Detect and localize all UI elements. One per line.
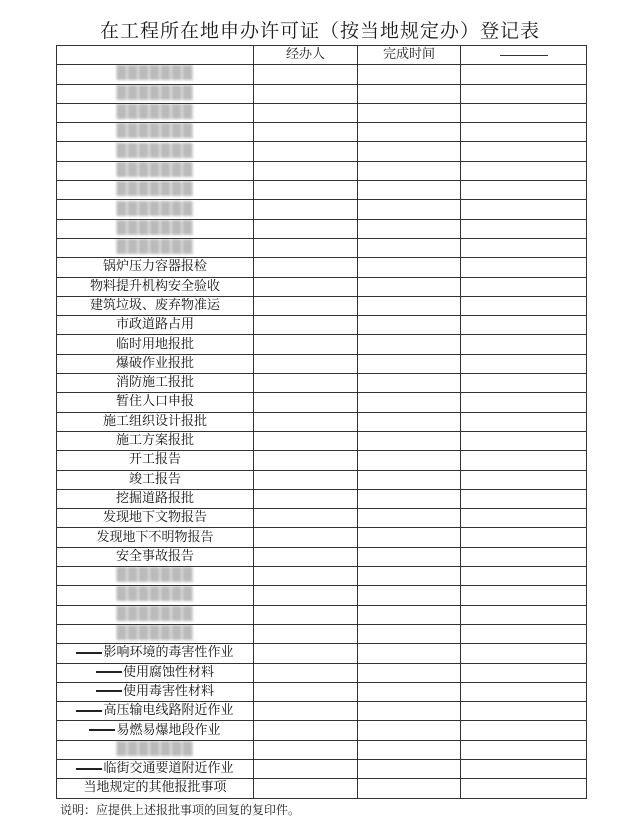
item-label-cell bbox=[57, 374, 254, 393]
illegible-text: ▒▒▒▒▒▒▒ bbox=[116, 240, 194, 256]
item-label-cell bbox=[57, 605, 254, 624]
handler-cell[interactable] bbox=[254, 528, 358, 547]
extra-cell[interactable] bbox=[461, 142, 587, 161]
extra-cell[interactable] bbox=[461, 65, 587, 84]
item-label-cell bbox=[57, 161, 254, 180]
table-row bbox=[57, 219, 587, 238]
handler-cell[interactable] bbox=[254, 624, 358, 643]
item-label-cell bbox=[57, 470, 254, 489]
completion-time-cell[interactable] bbox=[358, 509, 461, 528]
handler-cell[interactable] bbox=[254, 161, 358, 180]
item-label-cell bbox=[57, 200, 254, 219]
extra-cell[interactable] bbox=[461, 335, 587, 354]
item-label-cell bbox=[57, 663, 254, 682]
completion-time-cell[interactable] bbox=[358, 200, 461, 219]
table-row bbox=[57, 354, 587, 373]
extra-cell[interactable] bbox=[461, 451, 587, 470]
illegible-text: ▒▒▒▒▒▒▒ bbox=[116, 741, 194, 757]
handler-cell[interactable] bbox=[254, 721, 358, 740]
completion-time-cell[interactable] bbox=[358, 431, 461, 450]
completion-time-cell[interactable] bbox=[358, 238, 461, 257]
header-extra bbox=[461, 46, 587, 65]
table-row bbox=[57, 65, 587, 84]
dash-mark bbox=[96, 690, 122, 692]
item-label: 暂住人口申报 bbox=[115, 394, 194, 410]
header-handler: 经办人 bbox=[254, 46, 358, 65]
handler-cell[interactable] bbox=[254, 316, 358, 335]
extra-cell[interactable] bbox=[461, 412, 587, 431]
item-label: 开工报告 bbox=[128, 452, 181, 468]
dash-mark bbox=[96, 671, 122, 673]
completion-time-cell[interactable] bbox=[358, 354, 461, 373]
table-row bbox=[57, 721, 587, 740]
item-label: 发现地下文物报告 bbox=[102, 510, 207, 526]
completion-time-cell[interactable] bbox=[358, 567, 461, 586]
item-label-cell bbox=[57, 103, 254, 122]
illegible-text: ▒▒▒▒▒▒▒ bbox=[116, 66, 194, 82]
item-label: 爆破作业报批 bbox=[115, 355, 194, 371]
handler-cell[interactable] bbox=[254, 509, 358, 528]
illegible-text: ▒▒▒▒▒▒▒ bbox=[116, 105, 194, 121]
extra-cell[interactable] bbox=[461, 759, 587, 778]
table-row bbox=[57, 161, 587, 180]
handler-cell[interactable] bbox=[254, 393, 358, 412]
item-label-cell bbox=[57, 509, 254, 528]
item-label: 临街交通要道附近作业 bbox=[103, 761, 234, 777]
extra-cell[interactable] bbox=[461, 470, 587, 489]
item-label: 锅炉压力容器报检 bbox=[102, 259, 207, 275]
extra-cell[interactable] bbox=[461, 181, 587, 200]
table-row bbox=[57, 470, 587, 489]
table-row bbox=[57, 296, 587, 315]
completion-time-cell[interactable] bbox=[358, 84, 461, 103]
item-label: 易燃易爆地段作业 bbox=[116, 722, 221, 738]
extra-cell[interactable] bbox=[461, 316, 587, 335]
illegible-text: ▒▒▒▒▒▒▒ bbox=[116, 182, 194, 198]
completion-time-cell[interactable] bbox=[358, 702, 461, 721]
handler-cell[interactable] bbox=[254, 605, 358, 624]
table-row bbox=[57, 123, 587, 142]
completion-time-cell[interactable] bbox=[358, 258, 461, 277]
item-label: 安全事故报告 bbox=[115, 548, 194, 564]
completion-time-cell[interactable] bbox=[358, 393, 461, 412]
extra-cell[interactable] bbox=[461, 567, 587, 586]
completion-time-cell[interactable] bbox=[358, 316, 461, 335]
item-label-cell bbox=[57, 779, 254, 798]
completion-time-cell[interactable] bbox=[358, 470, 461, 489]
extra-cell[interactable] bbox=[461, 644, 587, 663]
handler-cell[interactable] bbox=[254, 65, 358, 84]
illegible-text: ▒▒▒▒▒▒▒ bbox=[116, 124, 194, 140]
item-label-cell bbox=[57, 335, 254, 354]
item-label-cell bbox=[57, 702, 254, 721]
extra-cell[interactable] bbox=[461, 721, 587, 740]
table-row bbox=[57, 586, 587, 605]
handler-cell[interactable] bbox=[254, 644, 358, 663]
item-label: 使用腐蚀性材料 bbox=[122, 664, 214, 680]
handler-cell[interactable] bbox=[254, 335, 358, 354]
illegible-text: ▒▒▒▒▒▒▒ bbox=[116, 162, 194, 178]
handler-cell[interactable] bbox=[254, 84, 358, 103]
item-label: 使用毒害性材料 bbox=[122, 683, 214, 699]
header-item bbox=[57, 46, 254, 65]
item-label-cell bbox=[57, 354, 254, 373]
item-label-cell bbox=[57, 682, 254, 701]
completion-time-cell[interactable] bbox=[358, 412, 461, 431]
registration-table bbox=[56, 45, 587, 799]
table-row bbox=[57, 624, 587, 643]
item-label-cell bbox=[57, 740, 254, 759]
completion-time-cell[interactable] bbox=[358, 624, 461, 643]
item-label-cell bbox=[57, 624, 254, 643]
table-row bbox=[57, 258, 587, 277]
item-label: 建筑垃圾、废弃物准运 bbox=[89, 298, 220, 313]
dash-mark bbox=[76, 652, 102, 654]
completion-time-cell[interactable] bbox=[358, 682, 461, 701]
extra-cell[interactable] bbox=[461, 740, 587, 759]
table-row bbox=[57, 644, 587, 663]
table-row bbox=[57, 412, 587, 431]
extra-cell[interactable] bbox=[461, 663, 587, 682]
dash-mark bbox=[89, 729, 115, 731]
item-label-cell bbox=[57, 431, 254, 450]
handler-cell[interactable] bbox=[254, 663, 358, 682]
completion-time-cell[interactable] bbox=[358, 721, 461, 740]
table-row bbox=[57, 605, 587, 624]
handler-cell[interactable] bbox=[254, 374, 358, 393]
table-row bbox=[57, 335, 587, 354]
completion-time-cell[interactable] bbox=[358, 103, 461, 122]
extra-cell[interactable] bbox=[461, 84, 587, 103]
table-row bbox=[57, 277, 587, 296]
table-body bbox=[57, 65, 587, 798]
dash-mark bbox=[76, 710, 102, 712]
extra-cell[interactable] bbox=[461, 702, 587, 721]
table-row bbox=[57, 528, 587, 547]
item-label-cell bbox=[57, 316, 254, 335]
table-row bbox=[57, 238, 587, 257]
completion-time-cell[interactable] bbox=[358, 161, 461, 180]
handler-cell[interactable] bbox=[254, 702, 358, 721]
completion-time-cell[interactable] bbox=[358, 779, 461, 798]
item-label-cell bbox=[57, 412, 254, 431]
completion-time-cell[interactable] bbox=[358, 451, 461, 470]
extra-cell[interactable] bbox=[461, 682, 587, 701]
extra-cell[interactable] bbox=[461, 528, 587, 547]
dash-mark bbox=[76, 768, 102, 770]
item-label: 发现地下不明物报告 bbox=[96, 529, 214, 545]
completion-time-cell[interactable] bbox=[358, 181, 461, 200]
extra-cell[interactable] bbox=[461, 354, 587, 373]
item-label-cell bbox=[57, 489, 254, 508]
completion-time-cell[interactable] bbox=[358, 277, 461, 296]
extra-cell[interactable] bbox=[461, 258, 587, 277]
illegible-text: ▒▒▒▒▒▒▒ bbox=[116, 85, 194, 101]
illegible-text: ▒▒▒▒▒▒▒ bbox=[116, 568, 194, 584]
extra-cell[interactable] bbox=[461, 374, 587, 393]
extra-cell[interactable] bbox=[461, 161, 587, 180]
handler-cell[interactable] bbox=[254, 123, 358, 142]
table-row bbox=[57, 181, 587, 200]
table-row bbox=[57, 682, 587, 701]
completion-time-cell[interactable] bbox=[358, 123, 461, 142]
table-row bbox=[57, 431, 587, 450]
handler-cell[interactable] bbox=[254, 200, 358, 219]
item-label: 临时用地报批 bbox=[115, 336, 194, 352]
completion-time-cell[interactable] bbox=[358, 586, 461, 605]
extra-cell[interactable] bbox=[461, 586, 587, 605]
completion-time-cell[interactable] bbox=[358, 374, 461, 393]
completion-time-cell[interactable] bbox=[358, 142, 461, 161]
item-label: 竣工报告 bbox=[128, 471, 181, 487]
extra-cell[interactable] bbox=[461, 431, 587, 450]
handler-cell[interactable] bbox=[254, 451, 358, 470]
illegible-text: ▒▒▒▒▒▒▒ bbox=[116, 201, 194, 217]
completion-time-cell[interactable] bbox=[358, 740, 461, 759]
completion-time-cell[interactable] bbox=[358, 605, 461, 624]
handler-cell[interactable] bbox=[254, 277, 358, 296]
extra-cell[interactable] bbox=[461, 296, 587, 315]
completion-time-cell[interactable] bbox=[358, 296, 461, 315]
item-label: 高压输电线路附近作业 bbox=[103, 703, 234, 719]
extra-cell[interactable] bbox=[461, 605, 587, 624]
illegible-text: ▒▒▒▒▒▒▒ bbox=[116, 587, 194, 603]
extra-cell[interactable] bbox=[461, 489, 587, 508]
completion-time-cell[interactable] bbox=[358, 644, 461, 663]
table-row bbox=[57, 740, 587, 759]
completion-time-cell[interactable] bbox=[358, 219, 461, 238]
handler-cell[interactable] bbox=[254, 547, 358, 566]
table-row bbox=[57, 451, 587, 470]
table-row bbox=[57, 393, 587, 412]
item-label-cell bbox=[57, 277, 254, 296]
extra-cell[interactable] bbox=[461, 238, 587, 257]
extra-cell[interactable] bbox=[461, 219, 587, 238]
handler-cell[interactable] bbox=[254, 489, 358, 508]
handler-cell[interactable] bbox=[254, 470, 358, 489]
item-label: 施工组织设计报批 bbox=[102, 413, 207, 429]
illegible-text: ▒▒▒▒▒▒▒ bbox=[116, 143, 194, 159]
item-label-cell bbox=[57, 528, 254, 547]
handler-cell[interactable] bbox=[254, 567, 358, 586]
item-label: 市政道路占用 bbox=[115, 317, 194, 333]
item-label-cell bbox=[57, 393, 254, 412]
handler-cell[interactable] bbox=[254, 412, 358, 431]
item-label: 挖掘道路报批 bbox=[115, 490, 194, 506]
handler-cell[interactable] bbox=[254, 238, 358, 257]
form-title: 在工程所在地申办许可证（按当地规定办）登记表 bbox=[99, 20, 540, 42]
completion-time-cell[interactable] bbox=[358, 663, 461, 682]
illegible-text: ▒▒▒▒▒▒▒ bbox=[116, 606, 194, 622]
item-label-cell bbox=[57, 586, 254, 605]
item-label-cell bbox=[57, 181, 254, 200]
table-row bbox=[57, 702, 587, 721]
item-label-cell bbox=[57, 84, 254, 103]
item-label-cell bbox=[57, 451, 254, 470]
extra-cell[interactable] bbox=[461, 779, 587, 798]
item-label-cell bbox=[57, 567, 254, 586]
table-row bbox=[57, 779, 587, 798]
item-label-cell bbox=[57, 123, 254, 142]
item-label-cell bbox=[57, 644, 254, 663]
item-label: 施工方案报批 bbox=[115, 433, 194, 449]
extra-cell[interactable] bbox=[461, 509, 587, 528]
handler-cell[interactable] bbox=[254, 682, 358, 701]
item-label: 消防施工报批 bbox=[115, 375, 194, 391]
handler-cell[interactable] bbox=[254, 431, 358, 450]
item-label-cell bbox=[57, 296, 254, 315]
completion-time-cell[interactable] bbox=[358, 547, 461, 566]
table-row bbox=[57, 509, 587, 528]
handler-cell[interactable] bbox=[254, 296, 358, 315]
item-label: 影响环境的毒害性作业 bbox=[103, 645, 234, 661]
extra-cell[interactable] bbox=[461, 624, 587, 643]
item-label-cell bbox=[57, 142, 254, 161]
completion-time-cell[interactable] bbox=[358, 65, 461, 84]
extra-cell[interactable] bbox=[461, 547, 587, 566]
extra-cell[interactable] bbox=[461, 200, 587, 219]
header-underline bbox=[500, 54, 548, 56]
item-label-cell bbox=[57, 547, 254, 566]
completion-time-cell[interactable] bbox=[358, 489, 461, 508]
item-label: 物料提升机构安全验收 bbox=[89, 278, 220, 294]
handler-cell[interactable] bbox=[254, 354, 358, 373]
table-row bbox=[57, 567, 587, 586]
table-row bbox=[57, 84, 587, 103]
item-label: 当地规定的其他报批事项 bbox=[83, 780, 227, 796]
extra-cell[interactable] bbox=[461, 123, 587, 142]
item-label-cell bbox=[57, 721, 254, 740]
handler-cell[interactable] bbox=[254, 586, 358, 605]
item-label-cell bbox=[57, 238, 254, 257]
item-label-cell bbox=[57, 258, 254, 277]
item-label-cell bbox=[57, 759, 254, 778]
table-row bbox=[57, 316, 587, 335]
illegible-text: ▒▒▒▒▒▒▒ bbox=[116, 220, 194, 236]
illegible-text: ▒▒▒▒▒▒▒ bbox=[116, 626, 194, 642]
handler-cell[interactable] bbox=[254, 779, 358, 798]
handler-cell[interactable] bbox=[254, 740, 358, 759]
handler-cell[interactable] bbox=[254, 181, 358, 200]
table-row bbox=[57, 103, 587, 122]
item-label-cell bbox=[57, 219, 254, 238]
item-label-cell bbox=[57, 65, 254, 84]
table-row bbox=[57, 547, 587, 566]
header-completion-time: 完成时间 bbox=[358, 46, 461, 65]
extra-cell[interactable] bbox=[461, 393, 587, 412]
header-row bbox=[57, 46, 587, 65]
handler-cell[interactable] bbox=[254, 103, 358, 122]
completion-time-cell[interactable] bbox=[358, 335, 461, 354]
handler-cell[interactable] bbox=[254, 219, 358, 238]
extra-cell[interactable] bbox=[461, 103, 587, 122]
handler-cell[interactable] bbox=[254, 258, 358, 277]
handler-cell[interactable] bbox=[254, 142, 358, 161]
extra-cell[interactable] bbox=[461, 277, 587, 296]
table-row bbox=[57, 759, 587, 778]
table-row bbox=[57, 142, 587, 161]
table-row bbox=[57, 200, 587, 219]
table-row bbox=[57, 663, 587, 682]
completion-time-cell[interactable] bbox=[358, 759, 461, 778]
completion-time-cell[interactable] bbox=[358, 528, 461, 547]
footnote: 说明：应提供上述报批事项的回复的复印件。 bbox=[60, 803, 301, 817]
handler-cell[interactable] bbox=[254, 759, 358, 778]
table-row bbox=[57, 489, 587, 508]
table-row bbox=[57, 374, 587, 393]
